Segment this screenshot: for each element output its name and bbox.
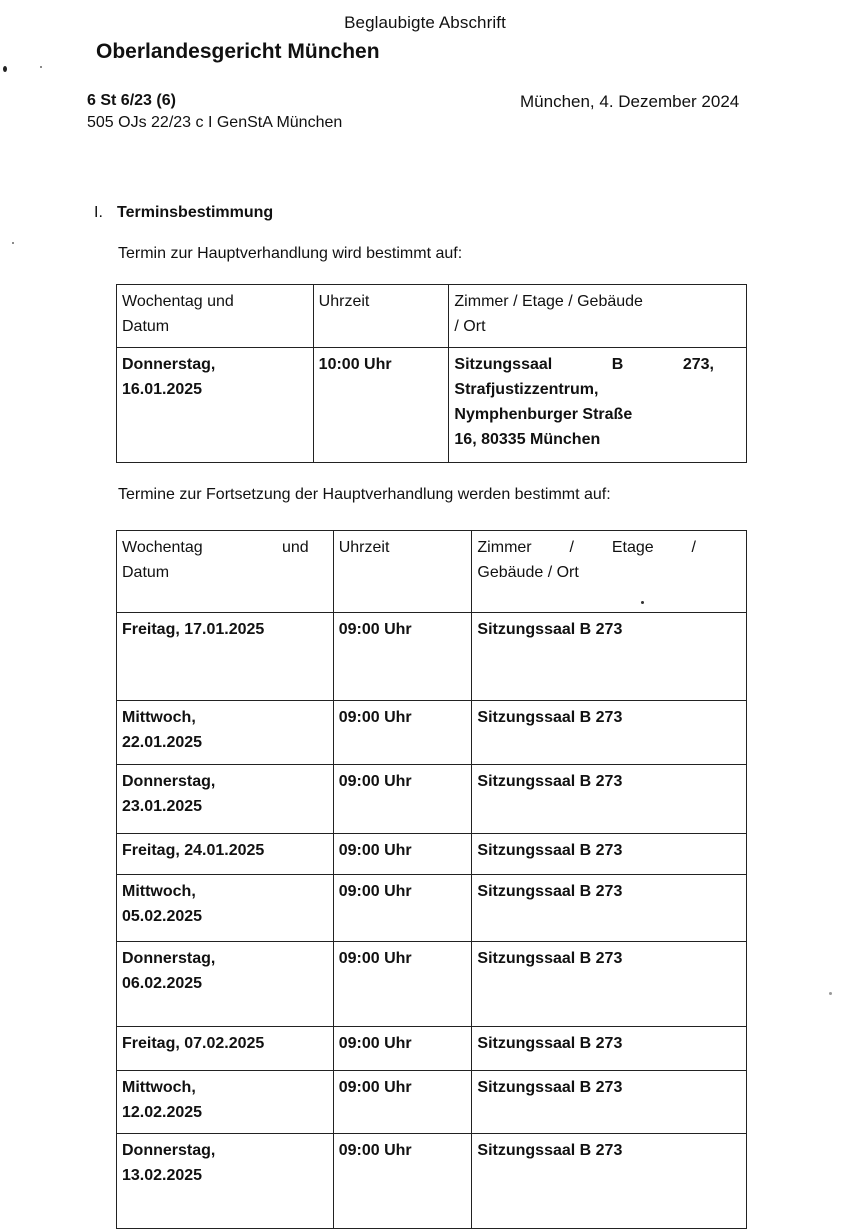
date-cell: Freitag, 24.01.2025 <box>117 834 334 875</box>
date-cell: Mittwoch, 22.01.2025 <box>117 701 334 765</box>
section-number: I. <box>94 204 103 221</box>
column-header-room: Zimmer / Etage / Gebäude / Ort <box>449 285 747 348</box>
room-cell: Sitzungssaal B 273 <box>472 1134 747 1229</box>
date-cell: Donnerstag, 16.01.2025 <box>117 348 314 463</box>
date-cell: Donnerstag, 06.02.2025 <box>117 942 334 1027</box>
room-cell: Sitzungssaal B 273 <box>472 942 747 1027</box>
date-cell: Donnerstag, 13.02.2025 <box>117 1134 334 1229</box>
column-header-time: Uhrzeit <box>333 531 472 613</box>
room-cell: Sitzungssaal B 273 <box>472 613 747 701</box>
court-name: Oberlandesgericht München <box>96 40 380 63</box>
continuation-intro: Termine zur Fortsetzung der Hauptverhandlung werden bestimmt auf: <box>118 486 611 503</box>
scan-speck <box>12 242 14 244</box>
scan-speck <box>829 992 832 995</box>
table-row <box>117 875 747 942</box>
room-cell: Sitzungssaal B 273 <box>472 1071 747 1134</box>
case-number: 6 St 6/23 (6) <box>87 92 176 109</box>
date-cell: Mittwoch, 12.02.2025 <box>117 1071 334 1134</box>
column-header-date: Wochentag und Datum <box>117 285 314 348</box>
section-title: Terminsbestimmung <box>117 204 274 221</box>
room-cell: Sitzungssaal B 273 <box>472 834 747 875</box>
date-cell: Freitag, 07.02.2025 <box>117 1027 334 1071</box>
table-row <box>117 942 747 1027</box>
scan-speck <box>641 601 644 604</box>
time-cell: 09:00 Uhr <box>333 1134 472 1229</box>
scan-speck <box>40 66 42 68</box>
table-row <box>117 613 747 701</box>
date-cell: Freitag, 17.01.2025 <box>117 613 334 701</box>
room-cell: Sitzungssaal B 273 <box>472 1027 747 1071</box>
table-header-row <box>117 285 747 348</box>
room-cell: Sitzungssaal B 273, Strafjustizzentrum, Nymphenburger Straße 16, 80335 München <box>449 348 747 463</box>
date-cell: Mittwoch, 05.02.2025 <box>117 875 334 942</box>
certified-copy-label: Beglaubigte Abschrift <box>344 13 506 32</box>
time-cell: 09:00 Uhr <box>333 875 472 942</box>
table-row <box>117 1027 747 1071</box>
time-cell: 09:00 Uhr <box>333 942 472 1027</box>
column-header-date: Wochentag und Datum <box>117 531 334 613</box>
time-cell: 10:00 Uhr <box>313 348 449 463</box>
table-row <box>117 834 747 875</box>
time-cell: 09:00 Uhr <box>333 613 472 701</box>
place-and-date: München, 4. Dezember 2024 <box>520 92 740 111</box>
table-row <box>117 701 747 765</box>
prosecution-reference: 505 OJs 22/23 c I GenStA München <box>87 114 343 131</box>
date-cell: Donnerstag, 23.01.2025 <box>117 765 334 834</box>
table-row <box>117 348 747 463</box>
table-header-row <box>117 531 747 613</box>
table-row <box>117 1134 747 1229</box>
time-cell: 09:00 Uhr <box>333 701 472 765</box>
room-cell: Sitzungssaal B 273 <box>472 765 747 834</box>
column-header-room: Zimmer / Etage / Gebäude / Ort <box>472 531 747 613</box>
continuation-table <box>116 530 747 1229</box>
time-cell: 09:00 Uhr <box>333 765 472 834</box>
time-cell: 09:00 Uhr <box>333 1071 472 1134</box>
time-cell: 09:00 Uhr <box>333 834 472 875</box>
table-row <box>117 765 747 834</box>
table-row <box>117 1071 747 1134</box>
room-cell: Sitzungssaal B 273 <box>472 701 747 765</box>
main-hearing-table <box>116 284 747 463</box>
column-header-time: Uhrzeit <box>313 285 449 348</box>
time-cell: 09:00 Uhr <box>333 1027 472 1071</box>
main-hearing-intro: Termin zur Hauptverhandlung wird bestimmt auf: <box>118 245 463 262</box>
room-cell: Sitzungssaal B 273 <box>472 875 747 942</box>
scan-speck <box>3 66 7 72</box>
